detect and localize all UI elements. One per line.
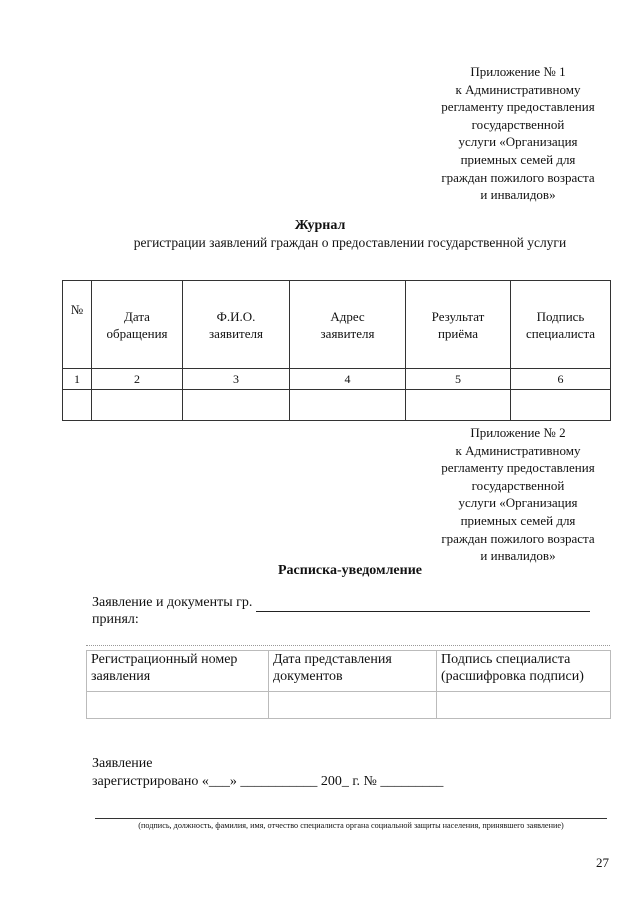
empty-cell — [269, 692, 437, 719]
header-cell: Результат приёма — [406, 281, 511, 369]
column-number: 1 — [63, 369, 92, 390]
table-header-row — [63, 281, 611, 369]
empty-cell — [63, 390, 92, 421]
appendix-line: Приложение № 1 — [470, 64, 566, 79]
empty-cell — [87, 692, 269, 719]
table-row — [87, 692, 611, 719]
receipt-table — [86, 650, 611, 719]
header-cell: Ф.И.О. заявителя — [183, 281, 290, 369]
journal-subtitle: регистрации заявлений граждан о предоставлении государственной услуги — [133, 235, 567, 250]
appendix-line: приемных семей для — [460, 512, 576, 528]
appendix-line: Приложение № 2 — [470, 425, 566, 440]
empty-cell — [437, 692, 611, 719]
signature-line — [95, 818, 607, 819]
appendix-2-header — [418, 424, 618, 565]
appendix-line: граждан пожилого возраста — [441, 530, 595, 546]
empty-cell — [183, 390, 290, 421]
column-number: 5 — [406, 369, 511, 390]
applicant-label: Заявление и документы гр. — [92, 595, 253, 610]
appendix-line: государственной — [471, 477, 565, 493]
column-number: 2 — [92, 369, 183, 390]
appendix-line: и инвалидов» — [480, 548, 556, 564]
receipt-title: Расписка-уведомление — [278, 563, 422, 578]
column-number: 6 — [511, 369, 611, 390]
applicant-name-blank — [256, 595, 590, 612]
table-row — [63, 390, 611, 421]
table-header-row — [87, 651, 611, 692]
header-cell: Регистрационный номер заявления — [87, 651, 269, 692]
empty-cell — [511, 390, 611, 421]
header-cell: Подпись специалиста (расшифровка подписи) — [437, 651, 611, 692]
header-cell: Дата обращения — [92, 281, 183, 369]
appendix-line: услуги «Организация — [458, 495, 578, 511]
appendix-1-header — [418, 63, 618, 204]
applicant-line — [92, 595, 590, 612]
appendix-line: государственной — [471, 116, 565, 132]
appendix-line: и инвалидов» — [480, 187, 556, 203]
appendix-line: приемных семей для — [460, 151, 576, 167]
column-number: 3 — [183, 369, 290, 390]
header-cell: № — [63, 281, 92, 369]
column-number: 4 — [290, 369, 406, 390]
page-number: 27 — [596, 855, 609, 870]
journal-title: Журнал — [294, 218, 346, 233]
journal-table — [62, 280, 611, 421]
registered-line: зарегистрировано «___» ___________ 200_ г. № _________ — [92, 774, 444, 789]
appendix-line: к Административному — [455, 442, 581, 458]
signature-caption: (подпись, должность, фамилия, имя, отчество специалиста органа социальной защиты населения, принявшего заявление) — [138, 821, 564, 830]
appendix-line: регламенту предоставления — [441, 460, 595, 476]
appendix-line: услуги «Организация — [458, 134, 578, 150]
appendix-line: регламенту предоставления — [441, 99, 595, 115]
header-cell: Адрес заявителя — [290, 281, 406, 369]
empty-cell — [290, 390, 406, 421]
header-cell: Дата представления документов — [269, 651, 437, 692]
appendix-line: к Административному — [455, 81, 581, 97]
registered-label: Заявление — [92, 756, 153, 771]
table-row — [63, 369, 611, 390]
header-cell: Подпись специалиста — [511, 281, 611, 369]
appendix-line: граждан пожилого возраста — [441, 169, 595, 185]
empty-cell — [406, 390, 511, 421]
accepted-label: принял: — [92, 612, 139, 627]
dotted-divider — [86, 645, 610, 646]
empty-cell — [92, 390, 183, 421]
